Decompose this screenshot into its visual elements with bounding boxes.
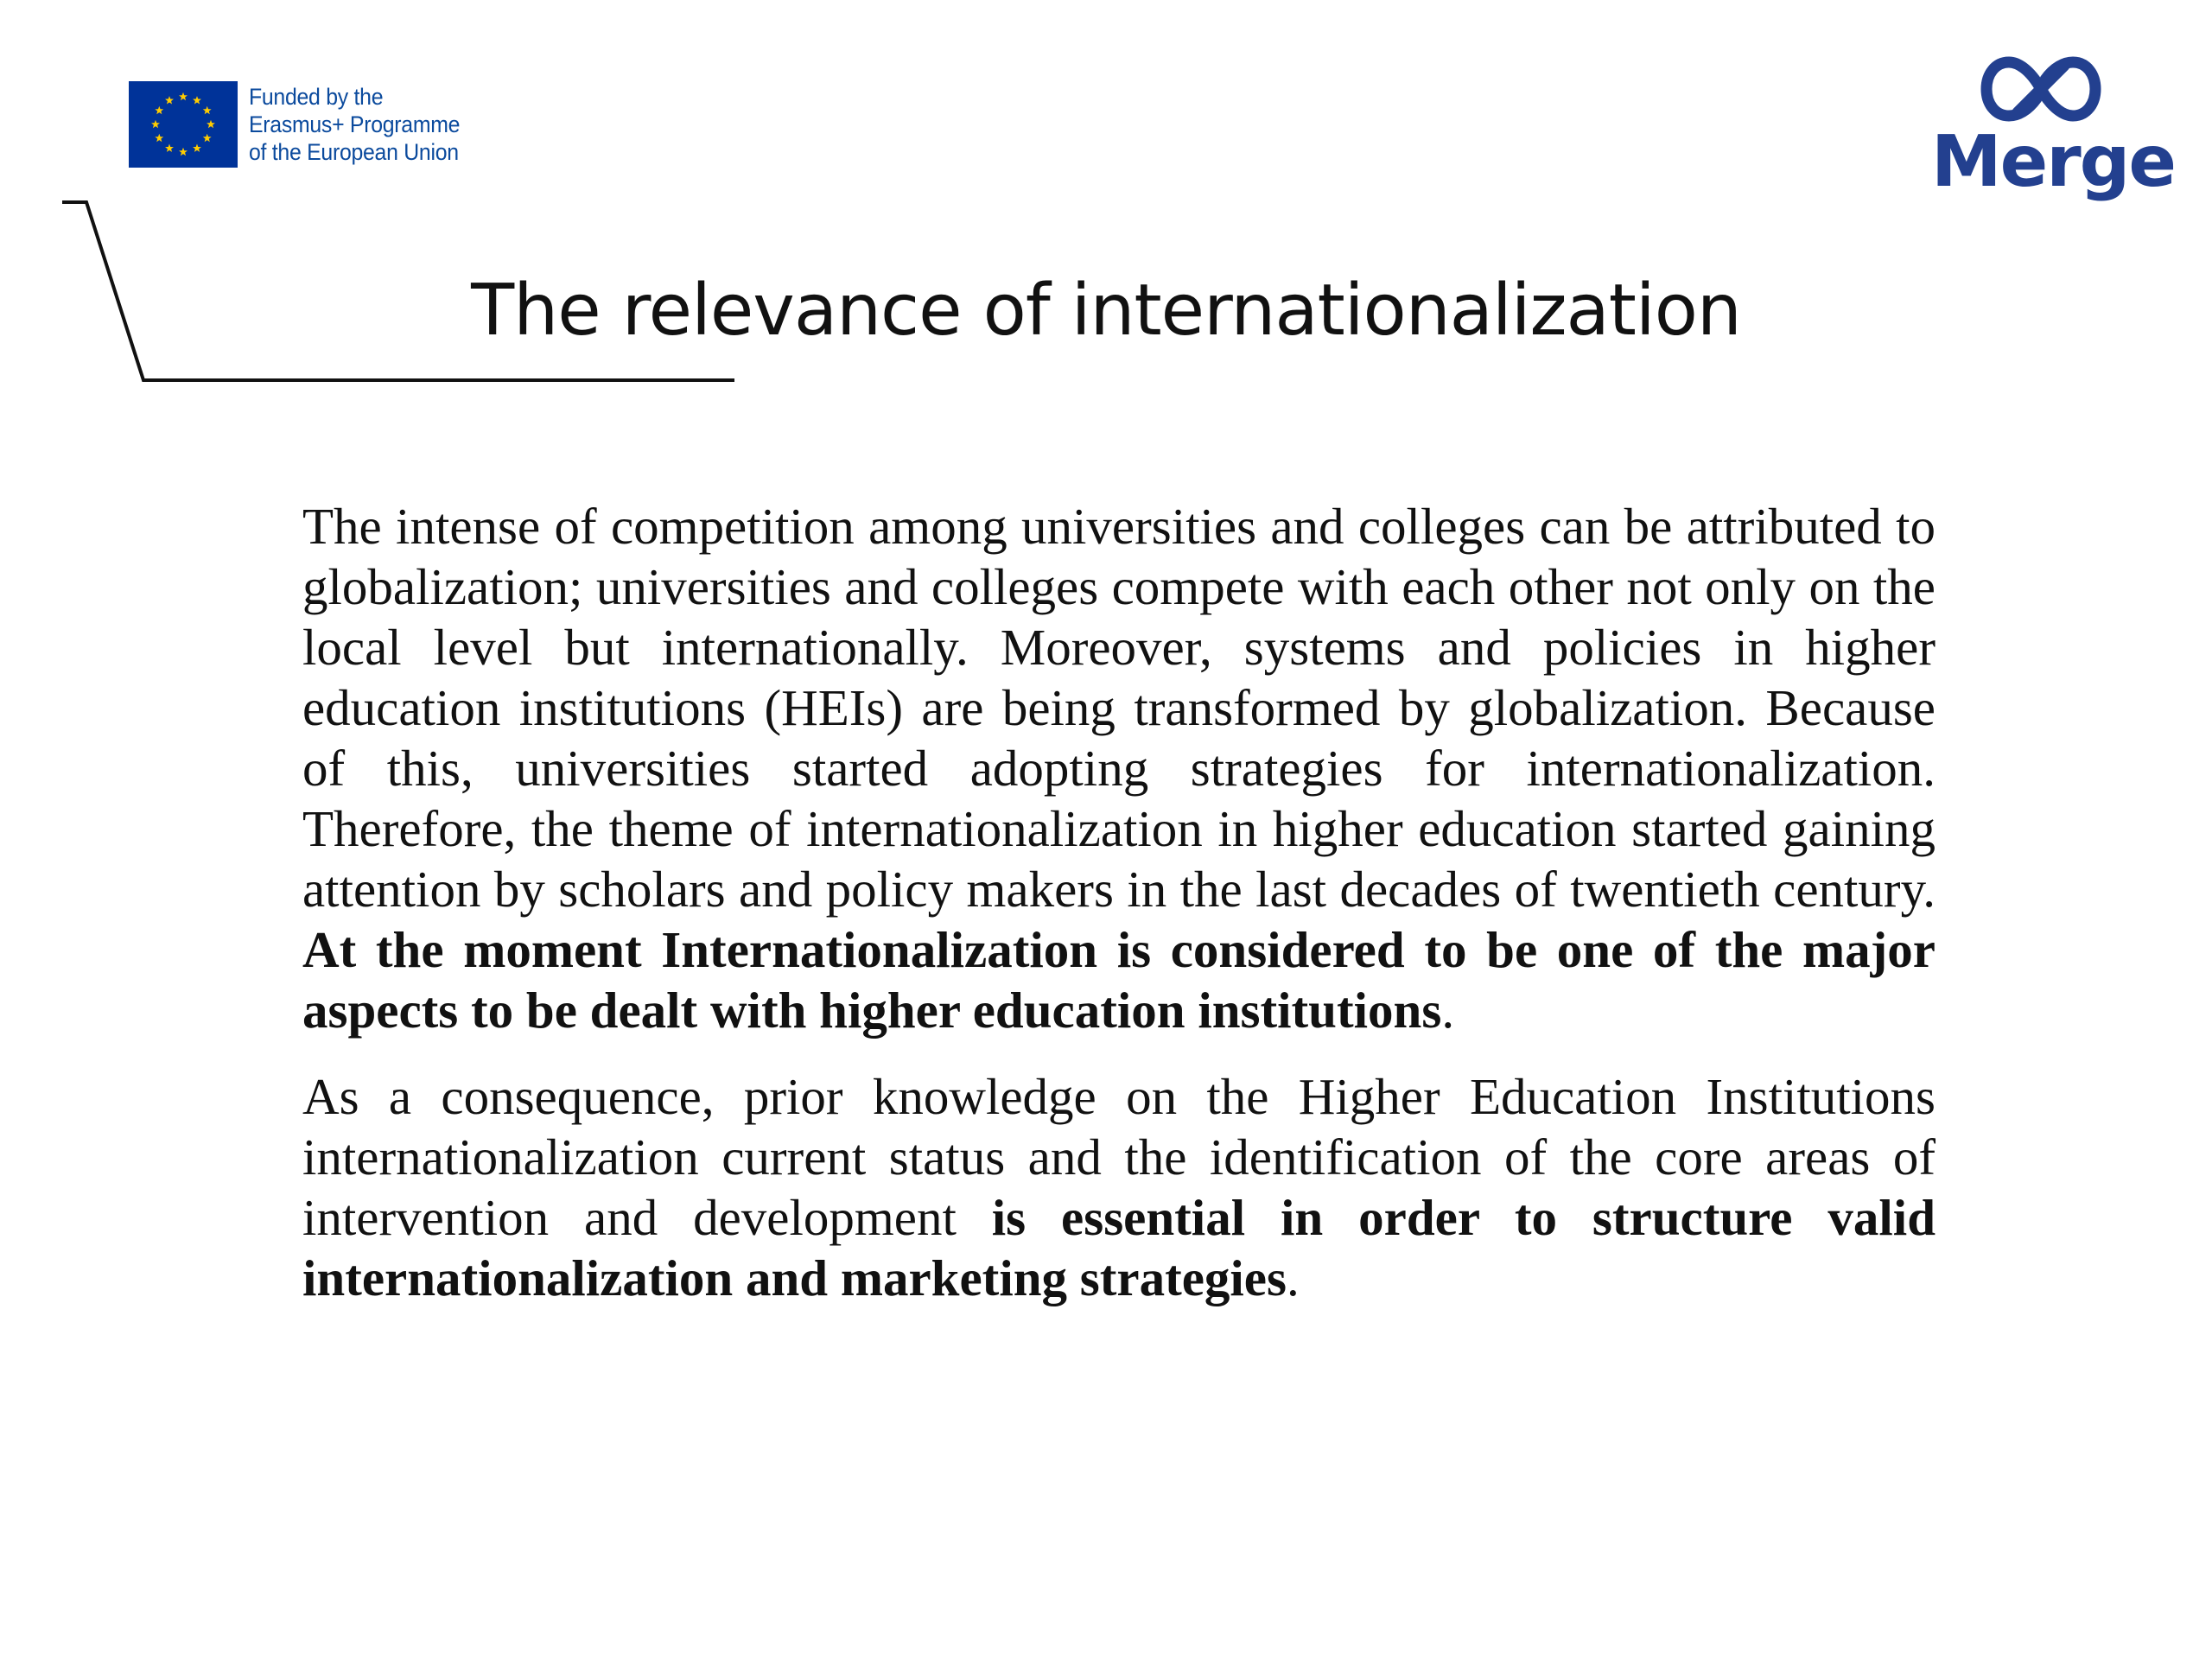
paragraph-2-bold: is essential in order to structure valid internationalization and marketing strategies [302, 1189, 1936, 1306]
eu-funding-line-2: Erasmus+ Programme [249, 111, 461, 137]
paragraph-2-text: As a consequence, prior knowledge on the Higher Education Institutions internationalization current status and the identification of the core areas of intervention and development [302, 1068, 1936, 1246]
slide-title: The relevance of internationalization [471, 270, 1741, 352]
merge-wordmark: Merge [1931, 121, 2175, 203]
eu-funding-line-3: of the European Union [249, 139, 459, 165]
paragraph-2 [302, 1066, 1936, 1308]
body-text [302, 496, 1936, 1308]
paragraph-1-text: The intense of competition among universities and colleges can be attributed to globalization; universities and colleges compete with each other not only on the local level but internationally. Moreover, systems and policies in higher education institutions (HEIs) are being transformed by globalization. Because of this, universities started adopting strategies for internationalization. Therefore, the theme of internationalization in higher education started gaining attention by scholars and policy makers in the last decades of twentieth century. [302, 498, 1936, 918]
merge-logo [1931, 50, 2175, 214]
infinity-icon [1976, 50, 2106, 128]
paragraph-1-end: . [1441, 982, 1455, 1039]
eu-funding-line-1: Funded by the [249, 84, 384, 110]
paragraph-1-bold: At the moment Internationalization is considered to be one of the major aspects to be dealt with higher education institutions [302, 921, 1936, 1039]
paragraph-2-end: . [1286, 1249, 1300, 1306]
paragraph-1 [302, 496, 1936, 1040]
